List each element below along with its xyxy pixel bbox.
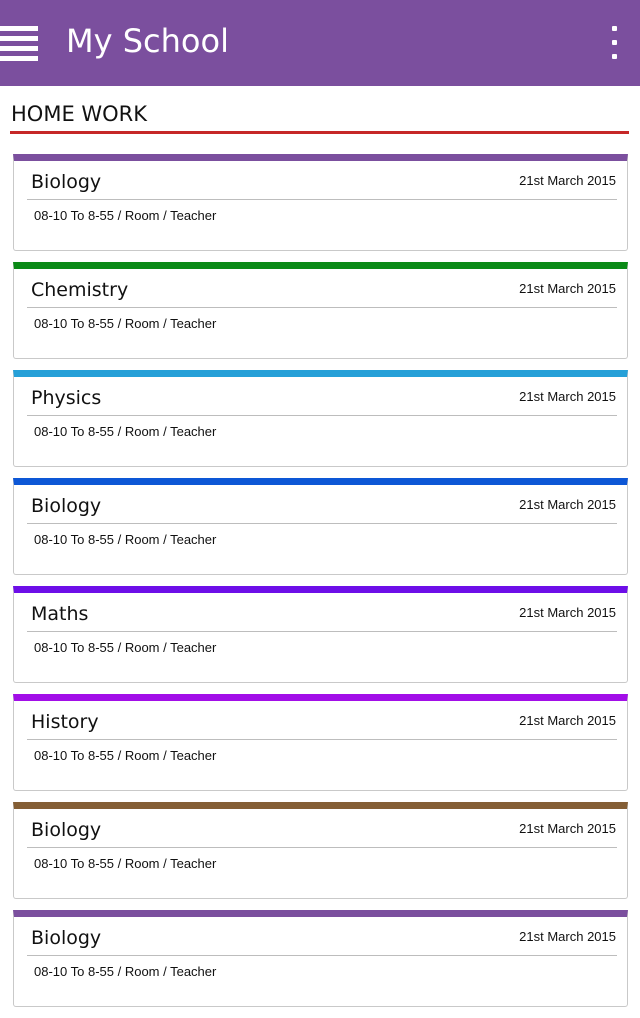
homework-list [13,154,628,1018]
card-detail: 08-10 To 8-55 / Room / Teacher [34,532,217,547]
card-subject: Physics [31,387,102,409]
section-title: HOME WORK [11,102,148,126]
card-detail: 08-10 To 8-55 / Room / Teacher [34,208,217,223]
card-subject: Biology [31,927,102,949]
homework-card[interactable] [13,694,628,791]
card-divider [27,199,617,200]
card-divider [27,307,617,308]
card-date: 21st March 2015 [519,929,616,944]
homework-card[interactable] [13,586,628,683]
card-subject: Biology [31,819,102,841]
card-divider [27,415,617,416]
homework-card[interactable] [13,910,628,1007]
card-subject: History [31,711,99,733]
card-detail: 08-10 To 8-55 / Room / Teacher [34,424,217,439]
card-date: 21st March 2015 [519,389,616,404]
card-date: 21st March 2015 [519,281,616,296]
card-divider [27,523,617,524]
card-detail: 08-10 To 8-55 / Room / Teacher [34,316,217,331]
card-detail: 08-10 To 8-55 / Room / Teacher [34,640,217,655]
homework-card[interactable] [13,802,628,899]
card-divider [27,739,617,740]
card-subject: Biology [31,171,102,193]
homework-card[interactable] [13,478,628,575]
homework-card[interactable] [13,370,628,467]
card-date: 21st March 2015 [519,497,616,512]
card-detail: 08-10 To 8-55 / Room / Teacher [34,964,217,979]
more-vertical-icon[interactable] [604,24,624,64]
app-bar [0,0,640,86]
section-underline [10,131,629,134]
card-detail: 08-10 To 8-55 / Room / Teacher [34,748,217,763]
hamburger-icon[interactable] [0,24,38,62]
app-title: My School [66,22,229,60]
card-subject: Maths [31,603,89,625]
card-detail: 08-10 To 8-55 / Room / Teacher [34,856,217,871]
card-date: 21st March 2015 [519,821,616,836]
card-date: 21st March 2015 [519,605,616,620]
card-date: 21st March 2015 [519,713,616,728]
card-date: 21st March 2015 [519,173,616,188]
homework-card[interactable] [13,154,628,251]
homework-card[interactable] [13,262,628,359]
card-subject: Chemistry [31,279,129,301]
card-subject: Biology [31,495,102,517]
card-divider [27,631,617,632]
card-divider [27,955,617,956]
card-divider [27,847,617,848]
